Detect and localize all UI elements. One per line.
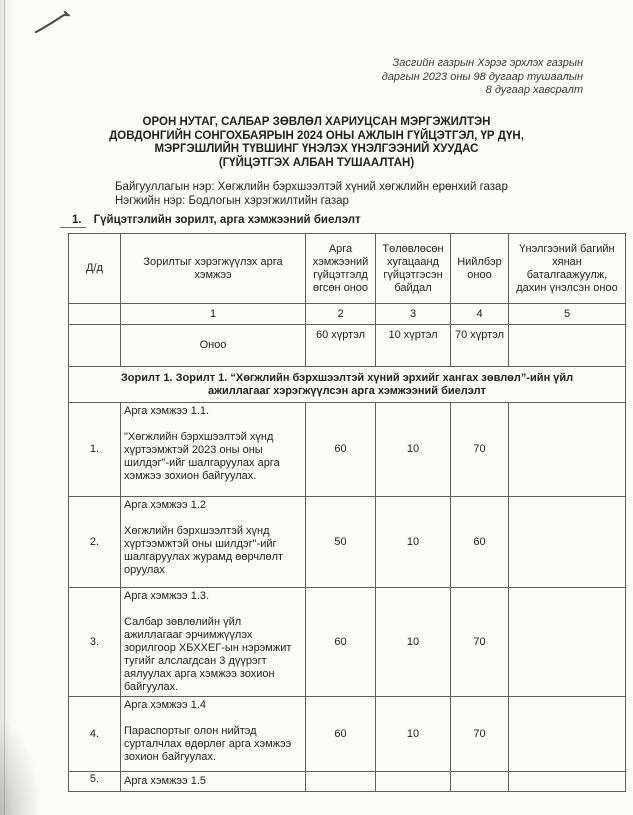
timeliness-score xyxy=(376,772,451,792)
table-row xyxy=(69,497,626,588)
score-limit-total: 70 хүртэл xyxy=(451,325,509,367)
measure-cell xyxy=(121,772,306,792)
title-line: ОРОН НУТАГ, САЛБАР ЗӨВЛӨЛ ХАРИУЦСАН МЭРГЭЖИЛТЭН xyxy=(142,116,491,128)
measure-label: Арга хэмжээ 1.3. xyxy=(124,590,210,602)
row-index: 1. xyxy=(69,403,121,497)
section-heading-text: Гүйцэтгэлийн зорилт, арга хэмжээний биелэлт xyxy=(93,214,361,226)
score-limit-timely: 10 хүртэл xyxy=(376,325,451,367)
header-cell-timeliness: Төлөвлөсөн хугацаанд гүйцэтгэсэн байдал xyxy=(376,234,451,304)
header-cell-given-score: Арга хэмжээний гүйцэтгэлд өгсөн оноо xyxy=(306,234,376,304)
reference-line: 8 дугаар хавсралт xyxy=(485,84,583,96)
header-cell-total-score: Нийлбэр оноо xyxy=(451,234,509,304)
measure-cell xyxy=(121,697,306,772)
section-heading xyxy=(72,214,361,228)
header-cell-index: Д/д xyxy=(69,234,121,304)
row-index: 2. xyxy=(69,497,121,588)
row-index: 5. xyxy=(69,772,121,792)
given-score: 60 xyxy=(306,403,376,497)
section-number: 1. xyxy=(60,214,86,228)
verified-score xyxy=(509,697,626,772)
measure-label: Арга хэмжээ 1.2 xyxy=(124,499,207,511)
score-limit-row xyxy=(69,325,626,367)
title-line: (ГҮЙЦЭТГЭХ АЛБАН ТУШААЛТАН) xyxy=(218,156,415,169)
column-number-cell: 3 xyxy=(376,304,451,325)
verified-score xyxy=(509,497,626,588)
score-limit-label: Оноо xyxy=(121,325,306,367)
timeliness-score: 10 xyxy=(376,403,451,497)
score-limit-given: 60 хүртэл xyxy=(306,325,376,367)
title-line: МЭРГЭШЛИЙН ТҮВШИНГ ҮНЭЛЭХ ҮНЭЛГЭЭНИЙ ХУУДАС xyxy=(154,143,479,155)
measure-text: "Хөгжлийн бэрхшээлтэй хүнд хүртээмжтэй 2023 оны оны шилдэг"-ийг шалгаруулах арга хэмжээ зохион байгуулах. xyxy=(124,431,280,482)
goal-section-row xyxy=(69,367,626,403)
column-number-cell: 4 xyxy=(451,304,509,325)
score-limit-index-cell xyxy=(69,325,121,367)
total-score: 70 xyxy=(451,403,509,497)
row-index: 4. xyxy=(69,697,121,772)
verified-score xyxy=(509,772,626,792)
total-score: 70 xyxy=(451,697,509,772)
column-number-row xyxy=(69,304,626,325)
row-index: 3. xyxy=(69,588,121,697)
column-number-cell: 5 xyxy=(509,304,626,325)
unit-name: Нэгжийн нэр: Бодлогын хэрэгжилтийн газар xyxy=(115,194,349,207)
title-line: ДОВДОНГИЙН СОНГОХБАЯРЫН 2024 ОНЫ АЖЛЫН ГҮЙЦЭТГЭЛ, ҮР ДҮН, xyxy=(109,129,524,142)
measure-text: Салбар зөвлөлийн үйл ажиллагааг эрчимжүүлэх зорилгоор ХБХХЕГ-ын нэрэмжит тугийг алслагдсан 3 дүүрэгт аялуулах арга хэмжээ зохион байгуулах. xyxy=(124,616,292,693)
table-row xyxy=(69,697,626,772)
total-score: 70 xyxy=(451,588,509,697)
measure-label: Арга хэмжээ 1.4 xyxy=(124,699,207,711)
decree-reference xyxy=(382,57,583,98)
timeliness-score: 10 xyxy=(376,588,451,697)
reference-line: Засгийн газрын Хэрэг эрхлэх газрын xyxy=(392,57,583,69)
goal-section-text: Зорилт 1. Зорилт 1. “Хөгжлийн бэрхшээлтэй хүний эрхийг хангах зөвлөл”-ийн үйл ажиллагааг хэрэгжүүлсэн арга хэмжээний биелэлт xyxy=(69,367,626,403)
measure-cell xyxy=(121,497,306,588)
table-row xyxy=(69,403,626,497)
measure-label: Арга хэмжээ 1.5 xyxy=(124,775,207,787)
organization-name: Байгууллагын нэр: Хөгжлийн бэрхшээлтэй хүний хөгжлийн ерөнхий газар xyxy=(115,181,508,193)
document-title xyxy=(40,116,593,170)
header-cell-measure: Зорилтыг хэрэгжүүлэх арга хэмжээ xyxy=(121,234,306,304)
table-row xyxy=(69,588,626,697)
evaluation-table xyxy=(68,233,626,792)
timeliness-score: 10 xyxy=(376,497,451,588)
table-row xyxy=(69,772,626,792)
score-limit-verified xyxy=(509,325,626,367)
total-score xyxy=(451,772,509,792)
verified-score xyxy=(509,588,626,697)
measure-text: Параспортыг олон нийтэд сурталчлах өдөрлөг арга хэмжээ зохион байгуулах. xyxy=(124,725,292,763)
timeliness-score: 10 xyxy=(376,697,451,772)
scan-corner-smudge xyxy=(0,705,46,815)
verified-score xyxy=(509,403,626,497)
measure-text: Хөгжлийн бэрхшээлтэй хүнд хүртээмжтэй оны шилдэг"-ийг шалгаруулах журамд өөрчлөлт оруулах xyxy=(124,525,284,576)
measure-label: Арга хэмжээ 1.1. xyxy=(124,405,210,417)
column-number-cell: 2 xyxy=(306,304,376,325)
measure-cell xyxy=(121,403,306,497)
organization-block xyxy=(115,181,508,208)
header-cell-verified-score: Үнэлгээний багийн хянан баталгаажуулж, дахин үнэлсэн оноо xyxy=(509,234,626,304)
scan-edge-shadow xyxy=(0,0,14,815)
given-score: 60 xyxy=(306,697,376,772)
total-score: 60 xyxy=(451,497,509,588)
column-number-cell xyxy=(69,304,121,325)
reference-line: даргын 2023 оны 98 дугаар тушаалын xyxy=(381,70,583,83)
given-score: 50 xyxy=(306,497,376,588)
measure-cell xyxy=(121,588,306,697)
column-number-cell: 1 xyxy=(121,304,306,325)
given-score xyxy=(306,772,376,792)
table-header-row xyxy=(69,234,626,304)
given-score: 60 xyxy=(306,588,376,697)
pen-stroke-mark xyxy=(28,4,88,44)
scan-edge-line xyxy=(4,0,5,815)
